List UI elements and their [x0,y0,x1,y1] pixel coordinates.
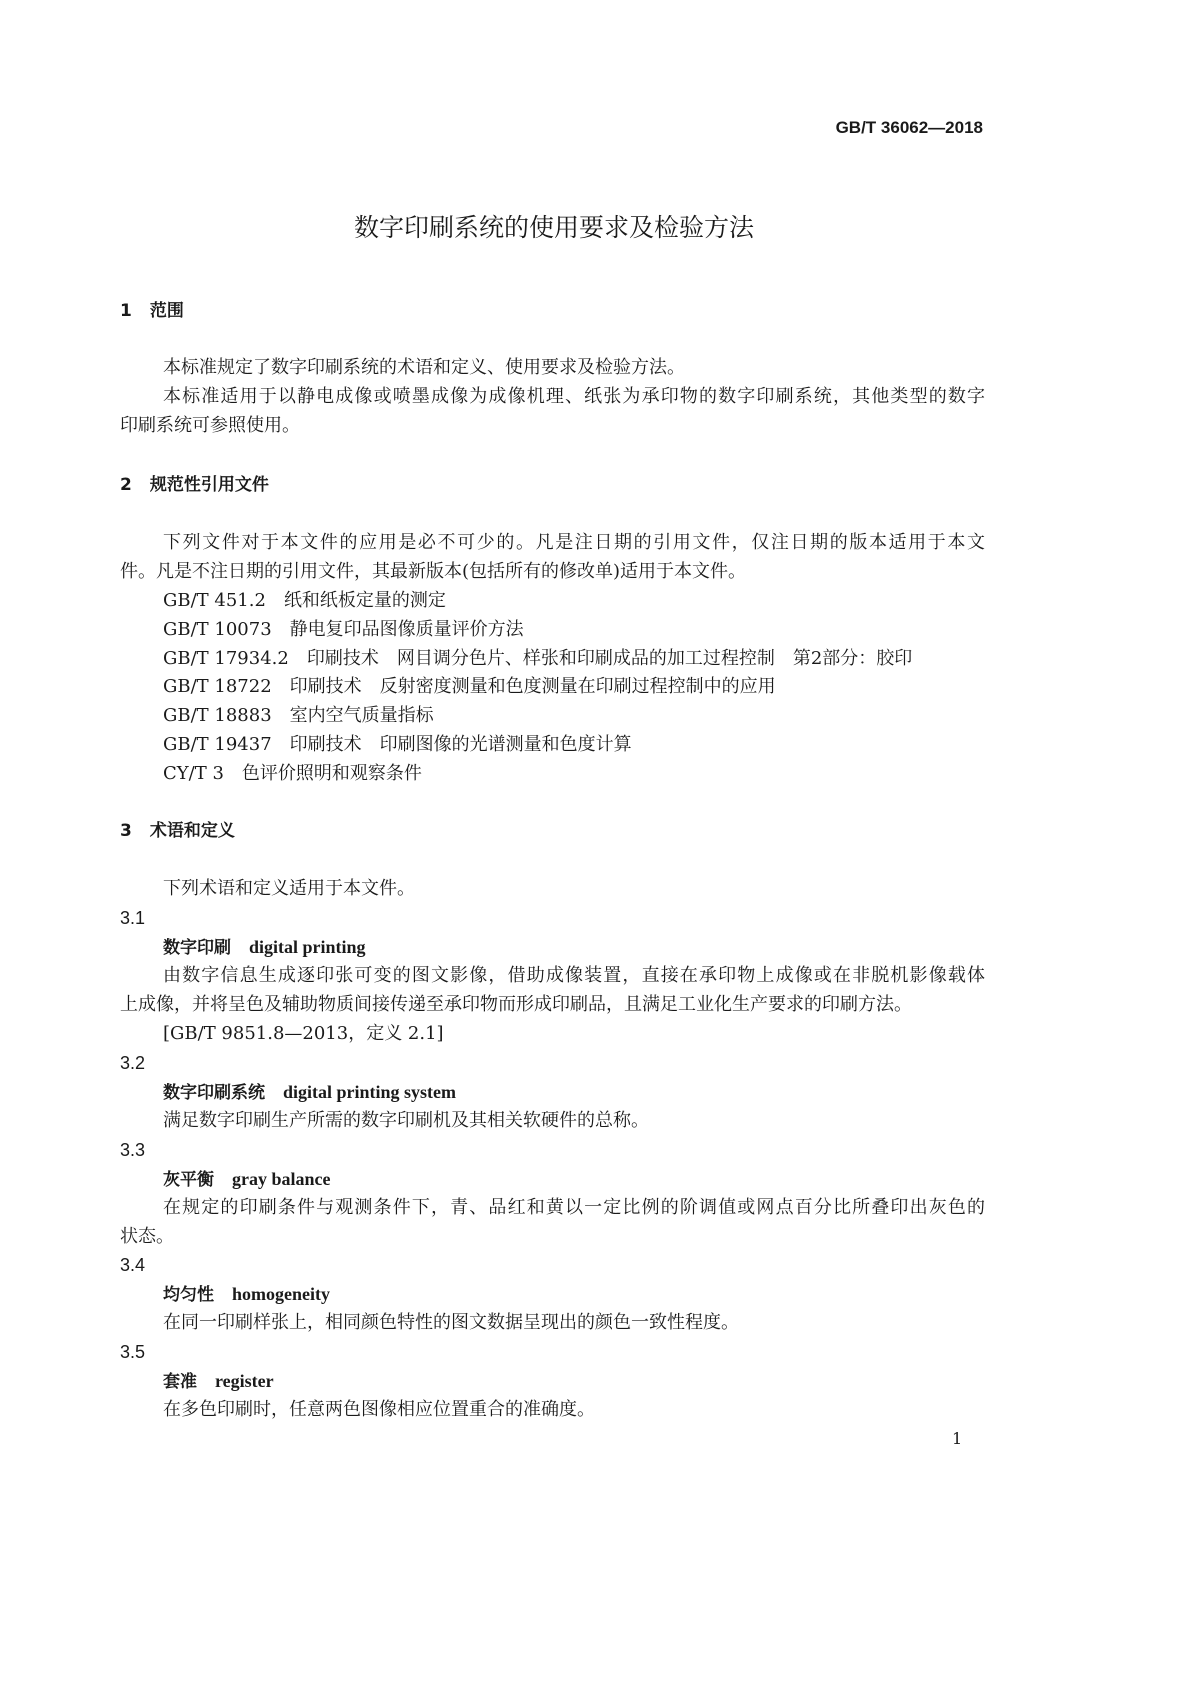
reference-title: 色评价照明和观察条件 [241,763,422,784]
paragraph: 本标准规定了数字印刷系统的术语和定义、使用要求及检验方法。 [163,357,685,378]
reference-item [163,762,422,786]
reference-code: GB/T 18722 [163,676,272,697]
section-heading-1 [120,299,202,323]
term-number: 3.2 [120,1053,146,1073]
reference-code: GB/T 17934.2 [163,648,289,669]
reference-title: 静电复印品图像质量评价方法 [289,619,524,640]
paragraph-continued: 件。凡是不注日期的引用文件，其最新版本(包括所有的修改单)适用于本文件。 [120,561,747,582]
section-heading-3 [120,819,253,843]
term-en: digital printing [249,937,366,957]
term-number: 3.4 [120,1255,146,1275]
term-heading [163,1282,330,1307]
term-number: 3.1 [120,908,146,928]
term-definition-continued: 状态。 [120,1226,174,1247]
reference-title: 印刷技术 印刷图像的光谱测量和色度计算 [289,734,632,755]
reference-item [163,589,446,613]
reference-title: 室内空气质量指标 [289,705,434,726]
term-definition: 由数字信息生成逐印张可变的图文影像，借助成像装置，直接在承印物上成像或在非脱机影像载体 [163,965,985,986]
term-heading [163,935,366,960]
reference-code: GB/T 18883 [163,705,272,726]
reference-code: CY/T 3 [163,763,224,784]
term-zh: 套准 [163,1372,197,1392]
reference-item [163,704,434,728]
reference-title: 印刷技术 反射密度测量和色度测量在印刷过程控制中的应用 [289,676,776,697]
term-heading [163,1167,331,1192]
reference-code: GB/T 451.2 [163,590,266,611]
term-number: 3.3 [120,1140,146,1160]
standard-number: GB/T 36062—2018 [835,118,983,137]
term-number: 3.5 [120,1342,146,1362]
term-source: [GB/T 9851.8—2013，定义 2.1] [163,1023,444,1044]
term-en: register [215,1371,274,1391]
reference-item [163,675,776,699]
term-en: digital printing system [283,1082,457,1102]
section-number: 2 [120,475,132,495]
paragraph-continued: 印刷系统可参照使用。 [120,415,300,436]
reference-title: 印刷技术 网目调分色片、样张和印刷成品的加工过程控制 第2部分：胶印 [306,648,913,669]
reference-code: GB/T 19437 [163,734,272,755]
term-heading [163,1369,274,1394]
term-en: gray balance [232,1169,331,1189]
reference-item [163,733,632,757]
reference-title: 纸和纸板定量的测定 [283,590,446,611]
term-definition: 在同一印刷样张上，相同颜色特性的图文数据呈现出的颜色一致性程度。 [163,1312,739,1333]
section-heading-2 [120,473,287,497]
section-title: 范围 [149,301,184,321]
reference-item [163,618,524,642]
term-definition: 满足数字印刷生产所需的数字印刷机及其相关软硬件的总称。 [163,1110,649,1131]
term-heading [163,1080,456,1105]
paragraph: 本标准适用于以静电成像或喷墨成像为成像机理、纸张为承印物的数字印刷系统，其他类型的数字 [163,386,985,407]
page-title: 数字印刷系统的使用要求及检验方法 [353,213,754,242]
reference-item [163,647,912,671]
term-definition: 在规定的印刷条件与观测条件下，青、品红和黄以一定比例的阶调值或网点百分比所叠印出灰色的 [163,1197,985,1218]
term-definition-continued: 上成像，并将呈色及辅助物质间接传递至承印物而形成印刷品，且满足工业化生产要求的印刷方法。 [120,994,912,1015]
section-title: 术语和定义 [149,821,235,841]
page-number: 1 [952,1429,963,1448]
term-en: homogeneity [232,1284,330,1304]
term-zh: 均匀性 [163,1285,214,1305]
term-zh: 数字印刷系统 [163,1083,265,1103]
paragraph: 下列术语和定义适用于本文件。 [163,878,415,899]
term-zh: 数字印刷 [163,938,231,958]
paragraph: 下列文件对于本文件的应用是必不可少的。凡是注日期的引用文件，仅注日期的版本适用于本文 [163,532,985,553]
term-definition: 在多色印刷时，任意两色图像相应位置重合的准确度。 [163,1399,595,1420]
section-number: 3 [120,821,132,841]
term-zh: 灰平衡 [163,1170,214,1190]
section-title: 规范性引用文件 [149,475,269,495]
reference-code: GB/T 10073 [163,619,272,640]
section-number: 1 [120,301,132,321]
